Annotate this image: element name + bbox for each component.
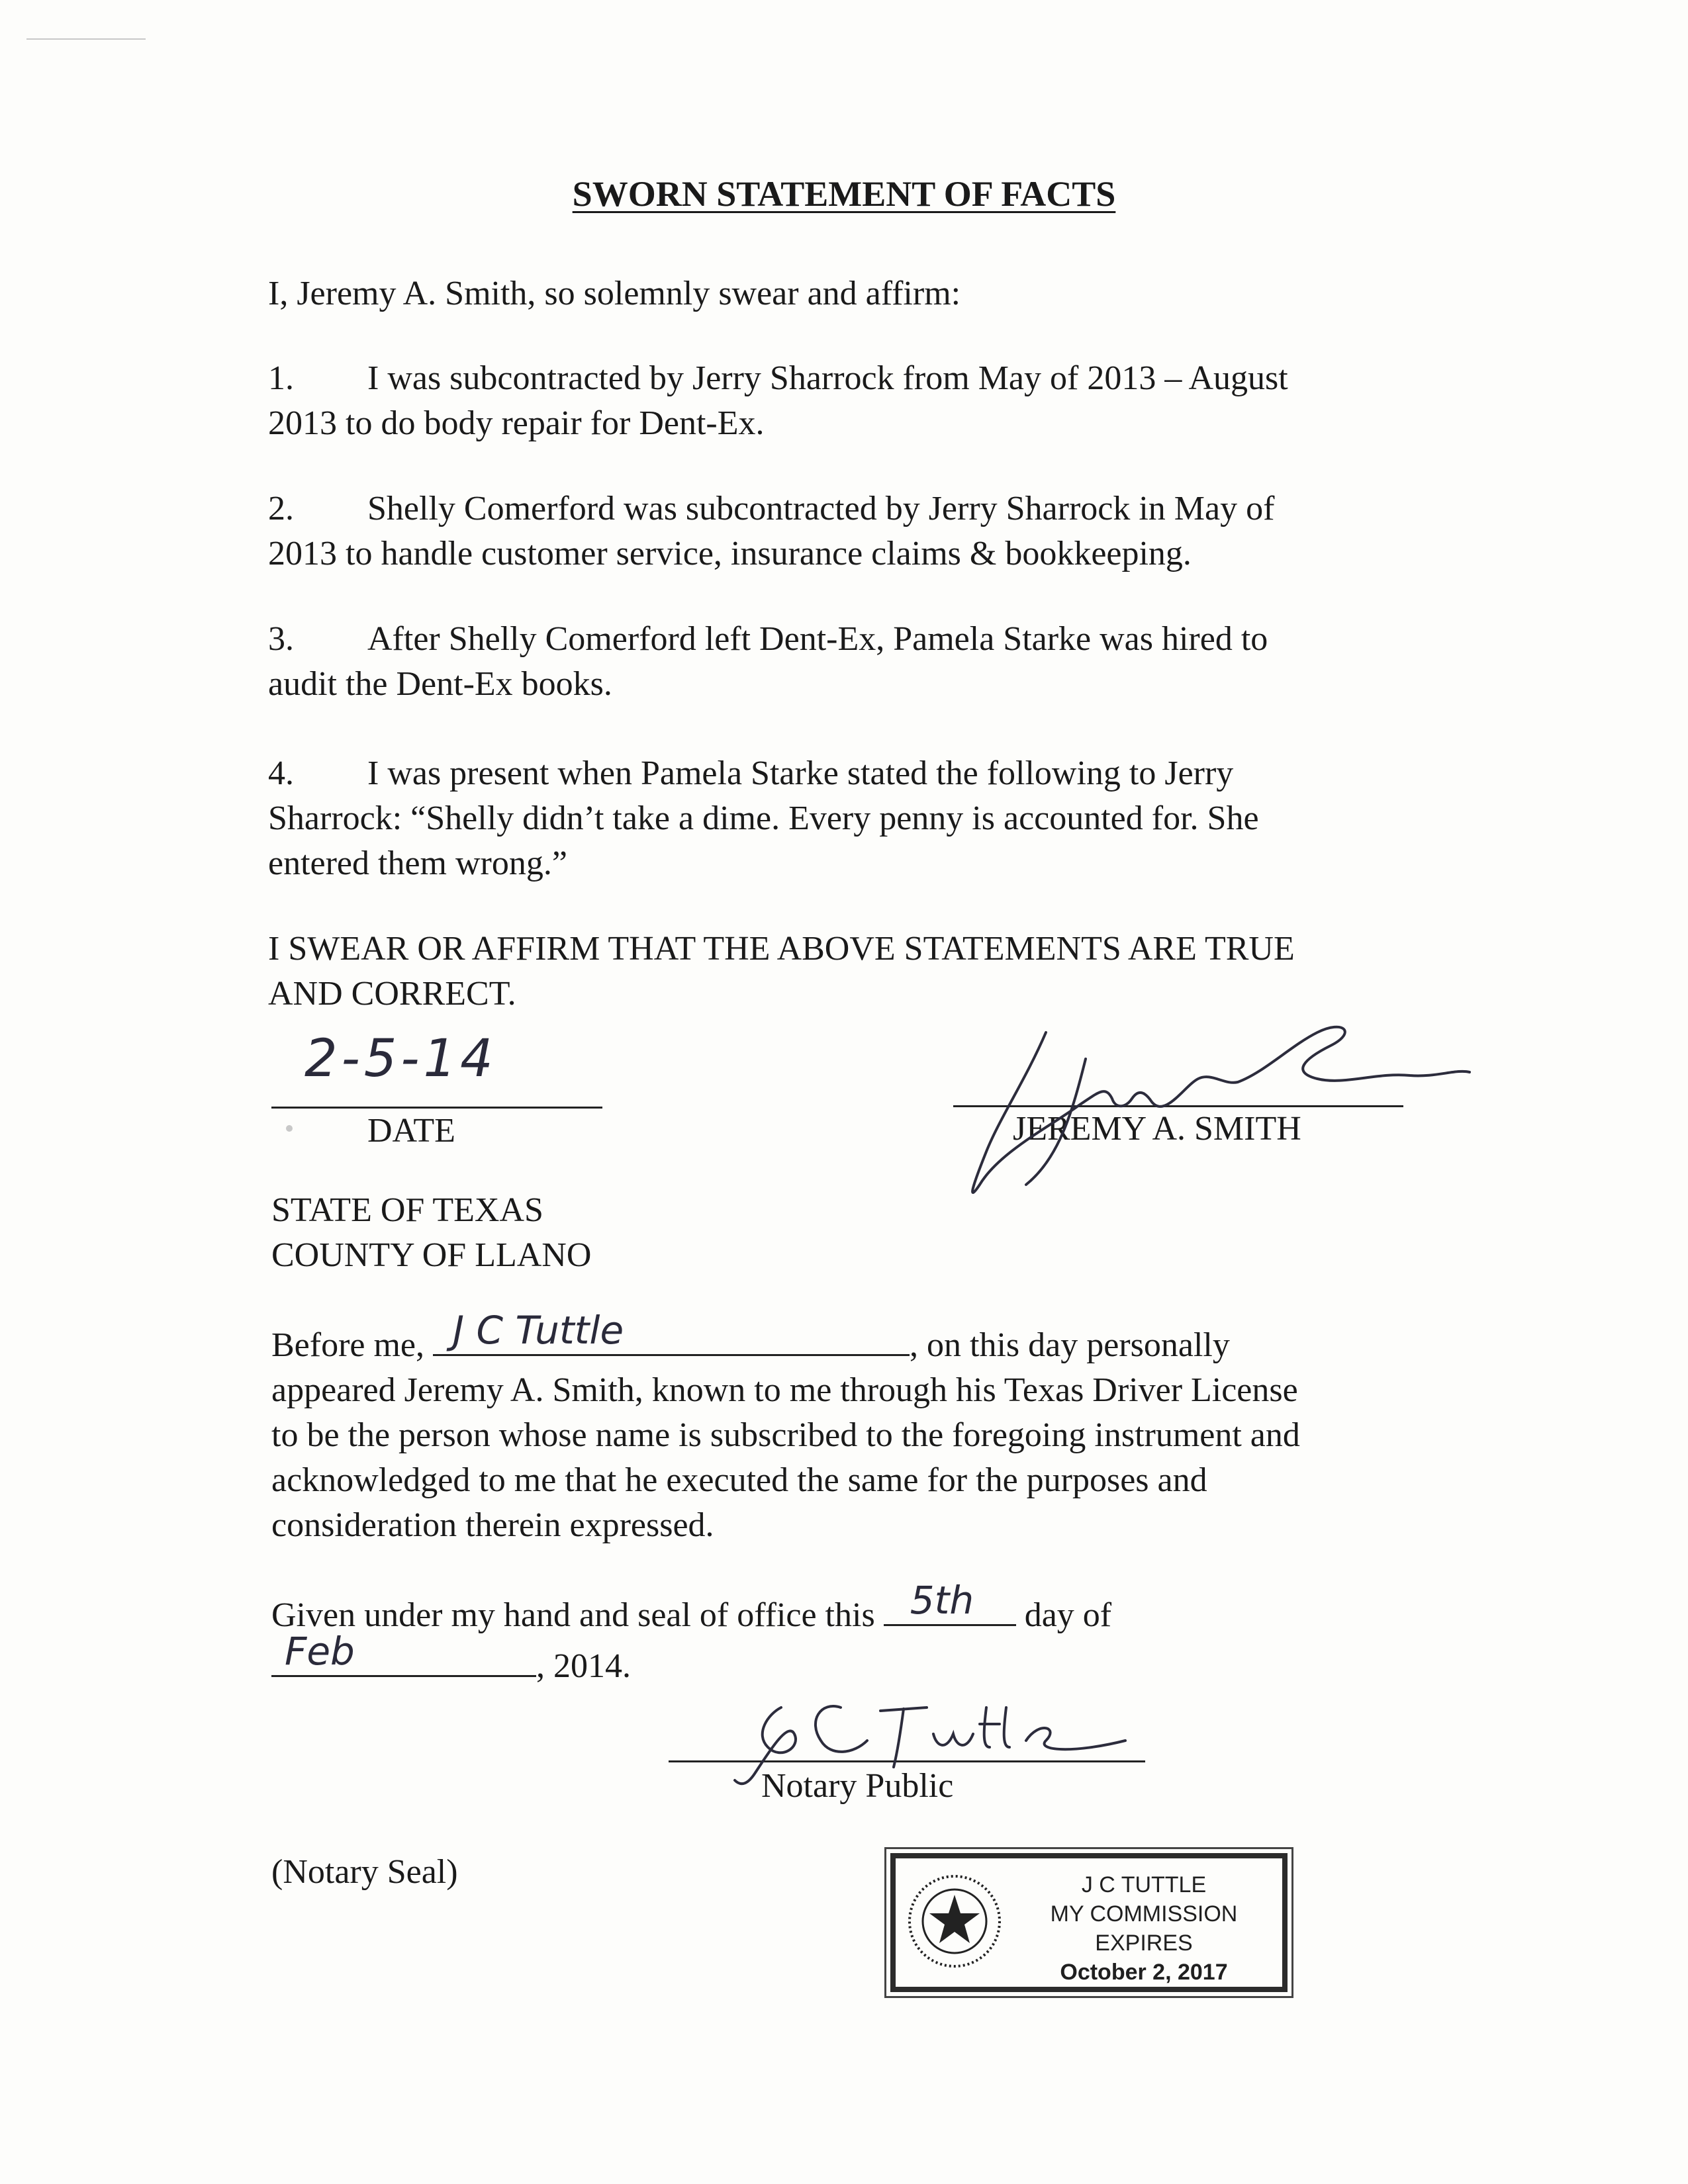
venue-state: STATE OF TEXAS xyxy=(271,1191,543,1229)
seal-commission-label: MY COMMISSION EXPIRES xyxy=(1050,1901,1238,1956)
item-number: 3. xyxy=(268,620,294,658)
handwritten-date: 2-5-14 xyxy=(305,1029,497,1089)
statement-item-3 xyxy=(268,617,1446,707)
month-handwritten: Feb xyxy=(285,1629,355,1674)
item-text: I was present when Pamela Starke stated the following to Jerry xyxy=(367,754,1234,792)
scan-artifact xyxy=(286,1125,293,1132)
given-day-of: day of xyxy=(1024,1596,1112,1634)
ack-before-me: Before me, xyxy=(271,1326,425,1364)
seal-notary-name: J C TUTTLE xyxy=(1081,1872,1207,1897)
item-text: 2013 to do body repair for Dent-Ex. xyxy=(268,404,765,442)
item-text: Sharrock: “Shelly didn’t take a dime. Every penny is accounted for. She xyxy=(268,799,1259,837)
statement-item-2 xyxy=(268,486,1446,576)
ack-text: appeared Jeremy A. Smith, known to me through his Texas Driver License xyxy=(271,1371,1298,1409)
date-label: DATE xyxy=(367,1112,455,1150)
item-number: 1. xyxy=(268,359,294,397)
notary-name-blank xyxy=(433,1308,910,1356)
acknowledgment xyxy=(271,1308,1450,1548)
item-text: Shelly Comerford was subcontracted by Jerry Sharrock in May of xyxy=(367,490,1275,527)
month-blank xyxy=(271,1629,536,1677)
notary-name-handwritten: J C Tuttle xyxy=(453,1308,624,1353)
item-number: 4. xyxy=(268,754,294,792)
ack-text: to be the person whose name is subscribed to the foregoing instrument and xyxy=(271,1416,1300,1454)
affirmation xyxy=(268,927,1446,1017)
affiant-name-label: JEREMY A. SMITH xyxy=(1013,1110,1301,1148)
statement-item-4 xyxy=(268,751,1446,886)
venue-county: COUNTY OF LLANO xyxy=(271,1236,592,1274)
day-handwritten: 5th xyxy=(910,1578,974,1623)
affirmation-line: I SWEAR OR AFFIRM THAT THE ABOVE STATEMENTS ARE TRUE xyxy=(268,930,1295,968)
affirmation-line: AND CORRECT. xyxy=(268,975,516,1013)
given-clause xyxy=(271,1578,1450,1689)
given-prefix: Given under my hand and seal of office this xyxy=(271,1596,875,1634)
given-year: , 2014. xyxy=(536,1647,631,1685)
scan-artifact xyxy=(26,38,146,40)
statement-item-1 xyxy=(268,356,1446,446)
affiant-signature-icon xyxy=(947,1019,1476,1205)
seal-expiration-date: October 2, 2017 xyxy=(1060,1960,1228,1985)
texas-star-seal-icon xyxy=(905,1872,1004,1971)
item-text: audit the Dent-Ex books. xyxy=(268,665,612,703)
item-text: After Shelly Comerford left Dent-Ex, Pamela Starke was hired to xyxy=(367,620,1268,658)
ack-text: consideration therein expressed. xyxy=(271,1506,714,1544)
intro-statement: I, Jeremy A. Smith, so solemnly swear and affirm: xyxy=(268,275,961,312)
item-number: 2. xyxy=(268,490,294,527)
item-text: entered them wrong.” xyxy=(268,844,567,882)
notary-public-label: Notary Public xyxy=(761,1767,954,1805)
notary-seal-label: (Notary Seal) xyxy=(271,1853,458,1891)
document-title: SWORN STATEMENT OF FACTS xyxy=(572,174,1116,214)
ack-text: acknowledged to me that he executed the same for the purposes and xyxy=(271,1461,1207,1499)
item-text: I was subcontracted by Jerry Sharrock from May of 2013 – August xyxy=(367,359,1288,397)
ack-text: , on this day personally xyxy=(910,1326,1230,1364)
day-blank xyxy=(884,1578,1016,1626)
venue xyxy=(271,1188,1450,1278)
item-text: 2013 to handle customer service, insurance claims & bookkeeping. xyxy=(268,535,1192,572)
notary-seal-stamp xyxy=(890,1853,1288,1992)
